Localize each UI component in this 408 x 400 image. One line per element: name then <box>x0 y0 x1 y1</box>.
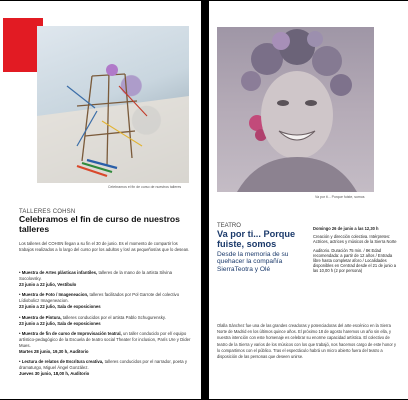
list-item: • Muestra de Foto / Imageneacion, talleres facilitados por Pol Garrote del colectivo Lídiobolicz Imageneacion. 23 junio a 22 julio, Sala de exposiciones <box>19 292 180 310</box>
article-subtitle: Desde la memoria de su quehacer la compañía SierraTeotra y Olé <box>217 251 289 273</box>
portrait-photo <box>217 27 374 192</box>
event-credits: Creación y dirección colectiva. Intérpretes: Actrices, actrices y músicos de la Sierra Norte <box>313 234 397 245</box>
event-date: Domingo 26 de junio a las 12,30 h <box>313 226 379 231</box>
section-label: TALLERES COHSN <box>19 209 76 215</box>
event-venue: Auditorio. Duración 75 min. / 8€ Edad recomendada: a partir de 12 años / Entrada libre hasta completar aforo / Localidades disponibles en Centrad desde el 21 de junio a las 10,00 h (2 por persona) <box>313 247 397 274</box>
event-info <box>313 226 399 277</box>
list-item: • Muestra de fin de curso de Improvisación teatral, un taller conducido por el/ equipo artístico-pedagógico de la Escuela de teatro social Theater for inclusion, París Ure y Dider Mues. Martes 28 junio, 19,30 h, Auditorio <box>19 330 191 355</box>
workshop-photo <box>37 26 189 183</box>
list-item: • Lectura de relatos de Escritura creativa, talleres conducidos por el narrador, poeta y dramaturgo, Miguel Ángel González. Jueves 30 junio, 18,00 h, Auditorio <box>19 359 187 377</box>
photo-caption: Celebramos el fin de curso de nuestros talleres <box>108 185 182 189</box>
photo-caption: Va por ti... Porque fuiste, somos <box>315 195 365 199</box>
workshop-list <box>19 270 191 381</box>
section-label: TEATRO <box>217 223 241 229</box>
article-title: Va por ti... Porque fuiste, somos <box>217 229 296 249</box>
article-body: Olalla Sánchez fue una de las grandes creadoras y potenciadoras del arte escénico en la Sierra Norte de Madrid en los últimos quince años. El próximo 18 de agosto haremos un año sin ella, y nuestra intención con este homenaje es celebrar su enorme capacidad artística. El colectivo de teatro de la Sierra y varios de los músicos con los que trabajó, nos hacemos cargo de este honor y lo compartimos con el público. Tras el espectáculo habrá un micro abierto fuera del teatro a disposición de las personas que deseen unirse. <box>217 323 397 360</box>
article-title: Celebramos el fin de curso de nuestros talleres <box>19 214 180 234</box>
list-item: • Muestra de Artes plásticas infantiles, talleres de la mano de la artista Silvina Socolovsky. 23 junio a 22 julio, Vestíbulo <box>19 270 173 288</box>
article-intro: Los talleres del COHSN llegan a su fin el 30 de junio. Es el momento de compartir los trabajos realizados a lo largo del curso por los adultos y los/ as pequeños/as que lo desean. <box>19 241 190 253</box>
list-item: • Muestra de Pintura, talleres conducidos por el artista Pablo Schugurensky. 23 junio a 22 julio, Sala de exposiciones <box>19 314 166 326</box>
